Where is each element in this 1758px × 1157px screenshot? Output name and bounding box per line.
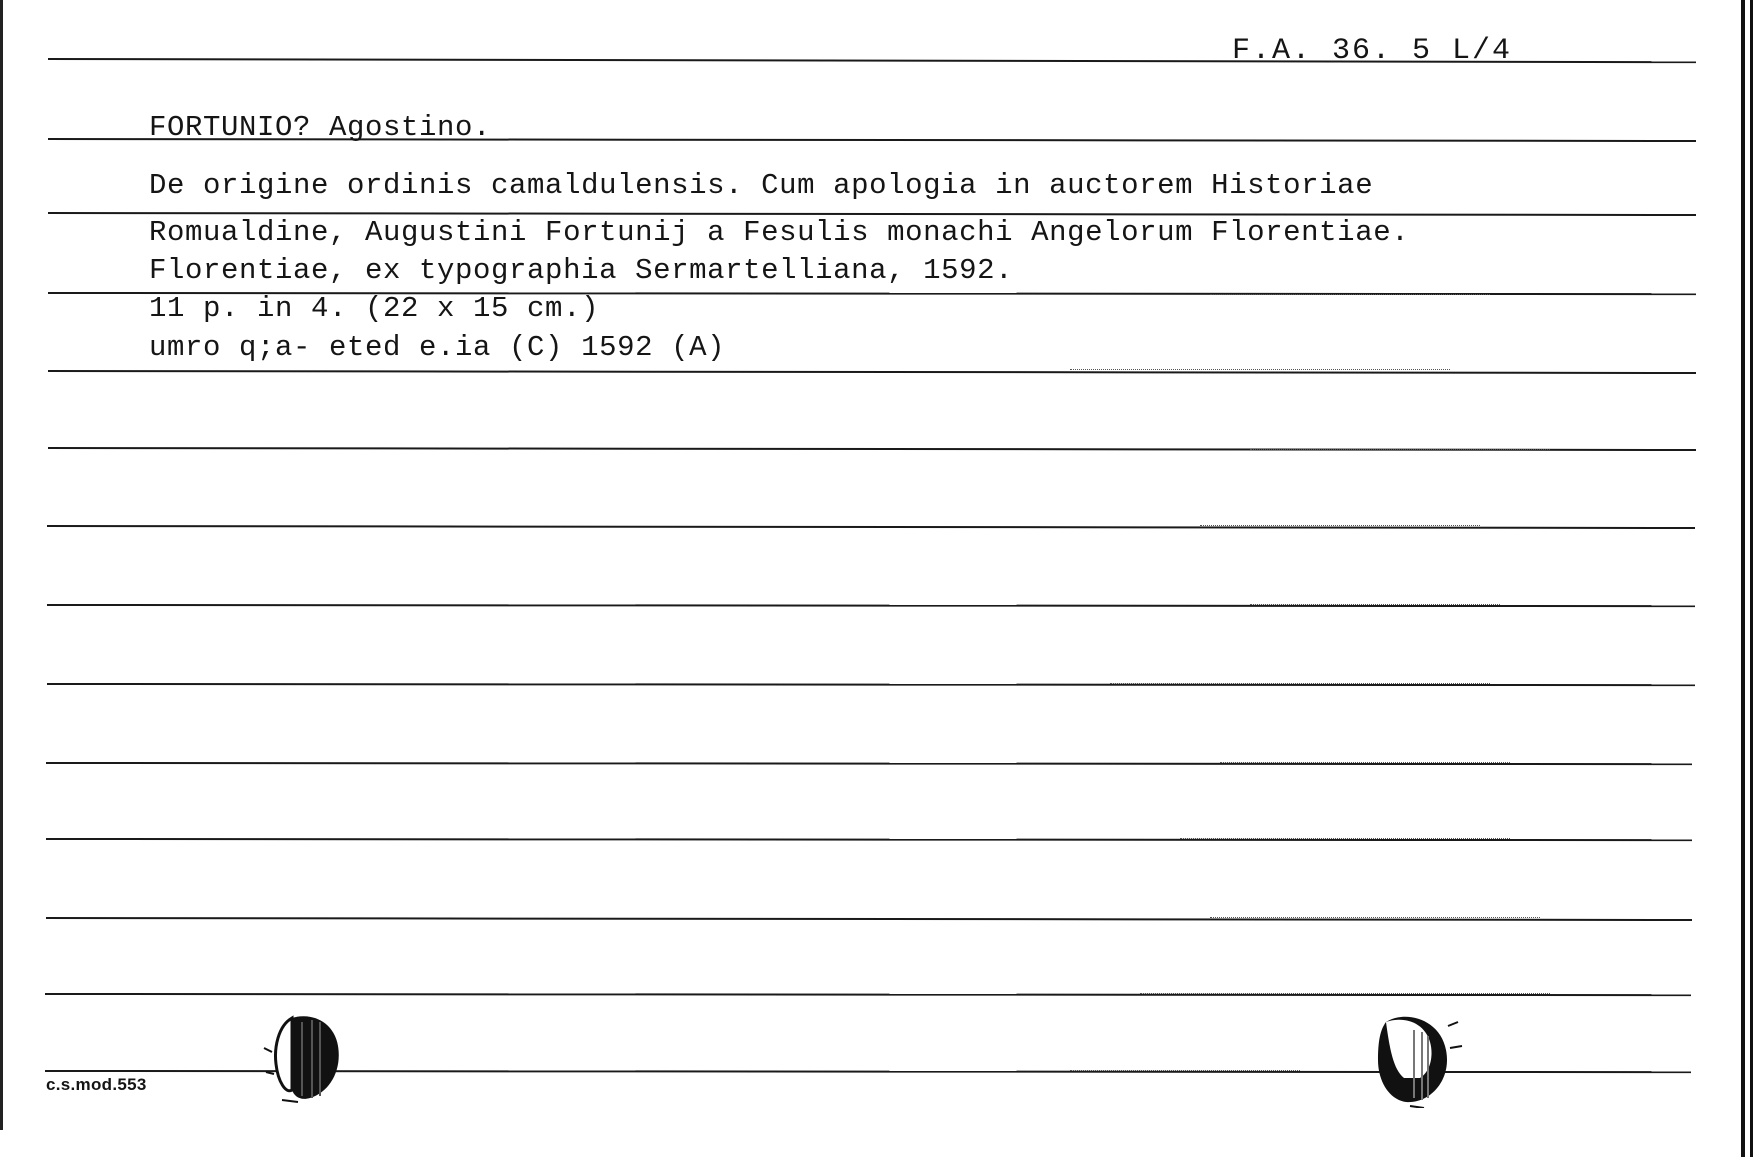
speck-mark	[1070, 1070, 1300, 1072]
speck-mark	[1180, 838, 1510, 840]
speck-mark	[1210, 917, 1540, 919]
speck-mark	[1140, 993, 1550, 995]
call-number: F.A. 36. 5 L/4	[1232, 34, 1513, 68]
speck-mark	[1210, 294, 1490, 296]
title-line: Romualdine, Augustini Fortunij a Fesulis monachi Angelorum Florentiae.	[149, 216, 1410, 249]
speck-mark	[1070, 369, 1450, 371]
fingerprint-line: umro q;a- eted e.ia (C) 1592 (A)	[149, 331, 726, 364]
speck-mark	[1250, 604, 1500, 606]
card-right-edge	[1741, 0, 1745, 1157]
imprint-line: Florentiae, ex typographia Sermartelliana, 1592.	[149, 254, 1014, 287]
speck-mark	[1110, 683, 1490, 685]
author-heading: FORTUNIO? Agostino.	[149, 111, 492, 144]
speck-mark	[1200, 525, 1480, 527]
punch-hole-icon	[1364, 1012, 1464, 1108]
punch-hole-icon	[262, 1012, 346, 1104]
title-line: De origine ordinis camaldulensis. Cum apologia in auctorem Historiae	[149, 169, 1374, 202]
speck-mark	[1220, 762, 1510, 764]
card-right-edge-inner	[1750, 0, 1753, 1157]
collation-line: 11 p. in 4. (22 x 15 cm.)	[149, 292, 600, 325]
card-left-edge	[0, 0, 3, 1130]
form-code: c.s.mod.553	[46, 1075, 147, 1094]
speck-mark	[1250, 449, 1550, 451]
